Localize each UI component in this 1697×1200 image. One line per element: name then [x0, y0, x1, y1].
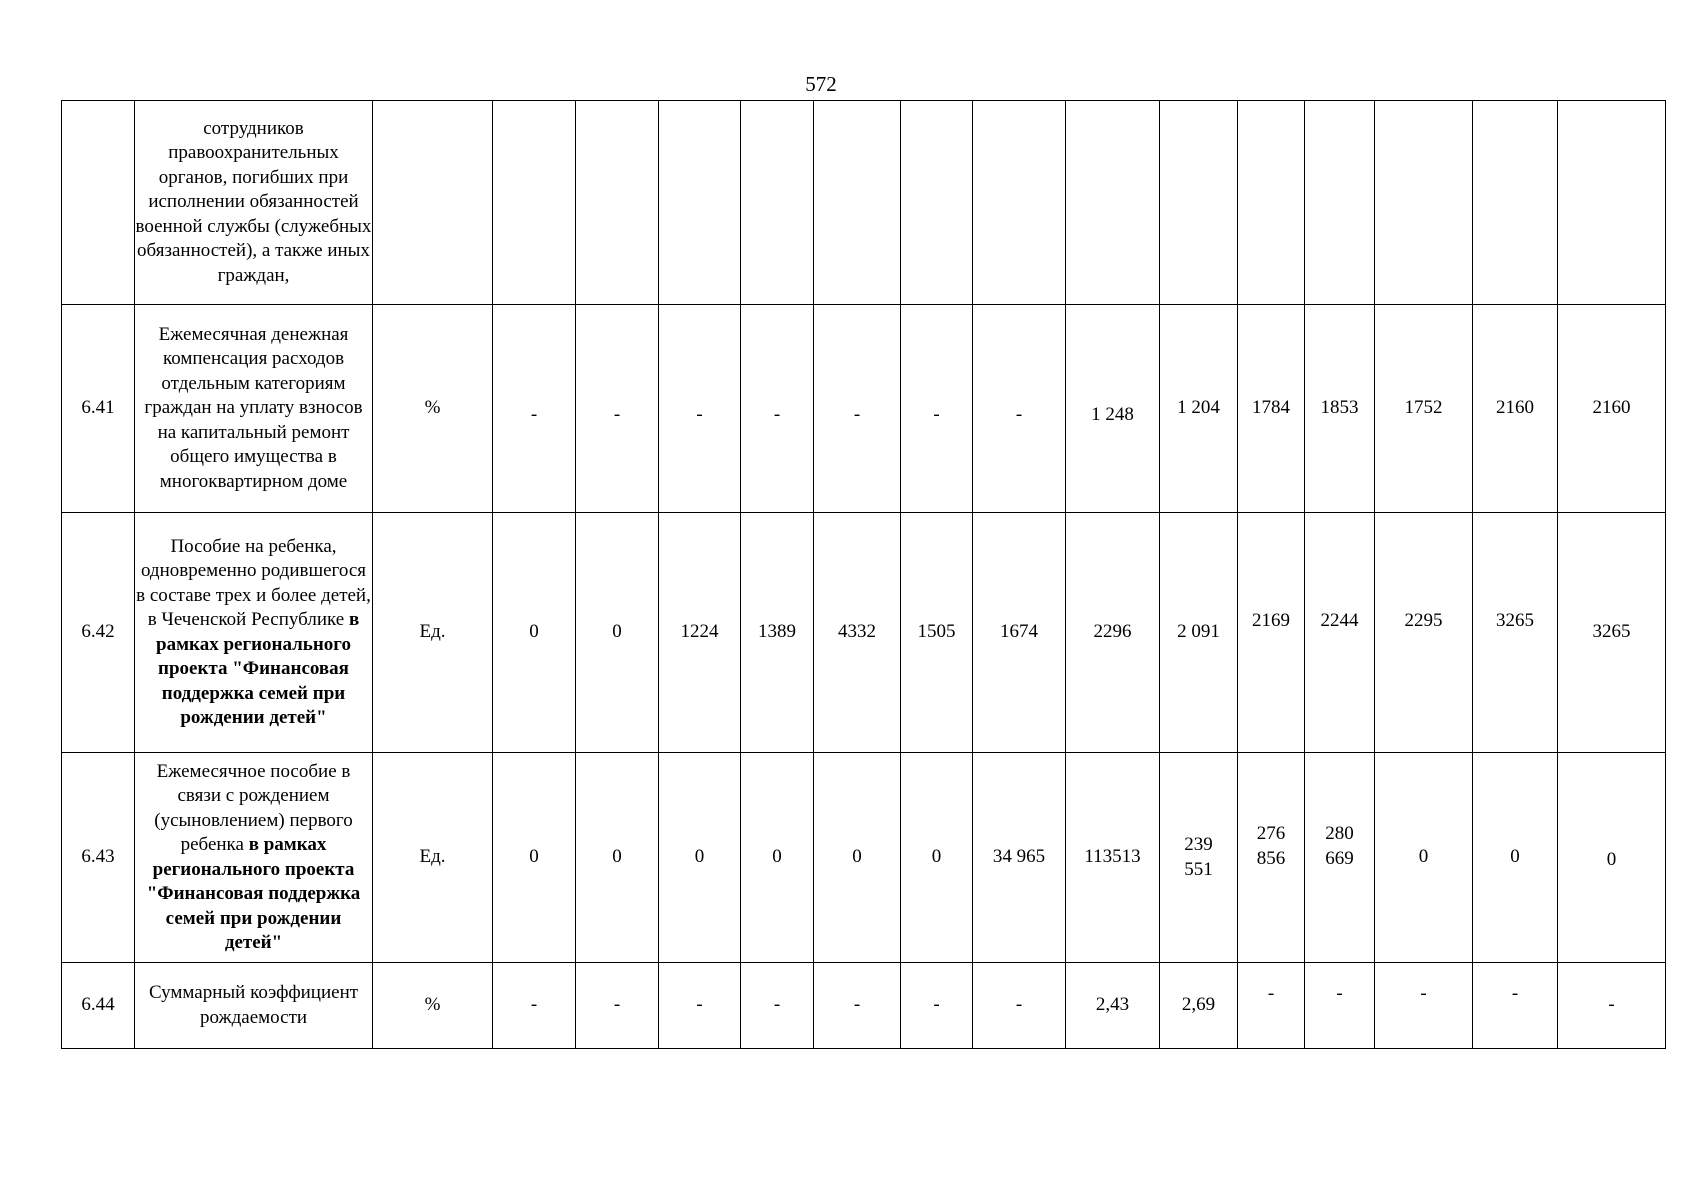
value-cell: [973, 101, 1066, 305]
value-cell: 0: [741, 753, 814, 963]
value-cell: -: [576, 305, 659, 513]
value-cell: [814, 101, 901, 305]
value-cell: 0: [1375, 753, 1473, 963]
value-cell: -: [576, 963, 659, 1049]
value-cell: -: [901, 963, 973, 1049]
row-unit: Ед.: [373, 513, 493, 753]
value-cell: -: [1305, 963, 1375, 1049]
value-cell: [741, 101, 814, 305]
value-cell: 0: [659, 753, 741, 963]
row-id: [62, 101, 135, 305]
value-cell: 239 551: [1160, 753, 1238, 963]
value-cell: 1389: [741, 513, 814, 753]
value-cell: 4332: [814, 513, 901, 753]
value-cell: -: [973, 963, 1066, 1049]
value-cell: 276 856: [1238, 753, 1305, 963]
value-cell: 1224: [659, 513, 741, 753]
value-cell: 3265: [1473, 513, 1558, 753]
value-cell: 1 204: [1160, 305, 1238, 513]
value-cell: 0: [901, 753, 973, 963]
value-cell: -: [493, 963, 576, 1049]
value-cell: [659, 101, 741, 305]
value-cell: 2,43: [1066, 963, 1160, 1049]
value-cell: 2,69: [1160, 963, 1238, 1049]
value-cell: [1558, 101, 1666, 305]
row-name: Суммарный коэффициент рождаемости: [135, 963, 373, 1049]
value-cell: 2244: [1305, 513, 1375, 753]
value-cell: 1505: [901, 513, 973, 753]
value-cell: 0: [1473, 753, 1558, 963]
value-cell: -: [659, 305, 741, 513]
value-cell: 113513: [1066, 753, 1160, 963]
row-name: сотрудников правоохранительных органов, погибших при исполнении обязанностей военной службы (служебных обязанностей), а также иных граждан,: [135, 101, 373, 305]
value-cell: [493, 101, 576, 305]
value-cell: 2160: [1558, 305, 1666, 513]
row-id: 6.41: [62, 305, 135, 513]
value-cell: 3265: [1558, 513, 1666, 753]
table-row: [62, 305, 1666, 513]
row-name: Ежемесячное пособие в связи с рождением (усыновлением) первого ребенка в рамках регионального проекта "Финансовая поддержка семей при рождении детей": [135, 753, 373, 963]
value-cell: [901, 101, 973, 305]
value-cell: -: [493, 305, 576, 513]
value-cell: 1853: [1305, 305, 1375, 513]
table-row: [62, 963, 1666, 1049]
value-cell: 2160: [1473, 305, 1558, 513]
table-row: [62, 753, 1666, 963]
value-cell: 2295: [1375, 513, 1473, 753]
value-cell: -: [741, 305, 814, 513]
value-cell: [1305, 101, 1375, 305]
value-cell: 280 669: [1305, 753, 1375, 963]
row-unit: Ед.: [373, 753, 493, 963]
row-unit: %: [373, 963, 493, 1049]
value-cell: 0: [493, 513, 576, 753]
value-cell: 1 248: [1066, 305, 1160, 513]
value-cell: 0: [576, 513, 659, 753]
row-id: 6.42: [62, 513, 135, 753]
row-unit: %: [373, 305, 493, 513]
value-cell: 2 091: [1160, 513, 1238, 753]
value-cell: -: [1473, 963, 1558, 1049]
page-number: 572: [805, 72, 837, 96]
value-cell: 0: [576, 753, 659, 963]
value-cell: 1784: [1238, 305, 1305, 513]
row-id: 6.44: [62, 963, 135, 1049]
value-cell: -: [814, 963, 901, 1049]
value-cell: 0: [493, 753, 576, 963]
row-unit: [373, 101, 493, 305]
table-row: [62, 513, 1666, 753]
value-cell: -: [814, 305, 901, 513]
value-cell: -: [901, 305, 973, 513]
value-cell: [1160, 101, 1238, 305]
value-cell: [1473, 101, 1558, 305]
value-cell: [576, 101, 659, 305]
indicators-table: [61, 100, 1666, 1049]
value-cell: -: [1558, 963, 1666, 1049]
value-cell: 1674: [973, 513, 1066, 753]
value-cell: [1238, 101, 1305, 305]
row-name: Ежемесячная денежная компенсация расходов отдельным категориям граждан на уплату взносов на капитальный ремонт общего имущества в многоквартирном доме: [135, 305, 373, 513]
row-name: Пособие на ребенка, одновременно родившегося в составе трех и более детей, в Чеченской Республике в рамках регионального проекта "Финансовая поддержка семей при рождении детей": [135, 513, 373, 753]
value-cell: [1375, 101, 1473, 305]
value-cell: 2169: [1238, 513, 1305, 753]
value-cell: 0: [814, 753, 901, 963]
value-cell: 1752: [1375, 305, 1473, 513]
row-id: 6.43: [62, 753, 135, 963]
value-cell: 0: [1558, 753, 1666, 963]
value-cell: [1066, 101, 1160, 305]
table-row: [62, 101, 1666, 305]
value-cell: 2296: [1066, 513, 1160, 753]
value-cell: -: [1238, 963, 1305, 1049]
value-cell: -: [741, 963, 814, 1049]
value-cell: -: [1375, 963, 1473, 1049]
value-cell: 34 965: [973, 753, 1066, 963]
value-cell: -: [659, 963, 741, 1049]
value-cell: -: [973, 305, 1066, 513]
